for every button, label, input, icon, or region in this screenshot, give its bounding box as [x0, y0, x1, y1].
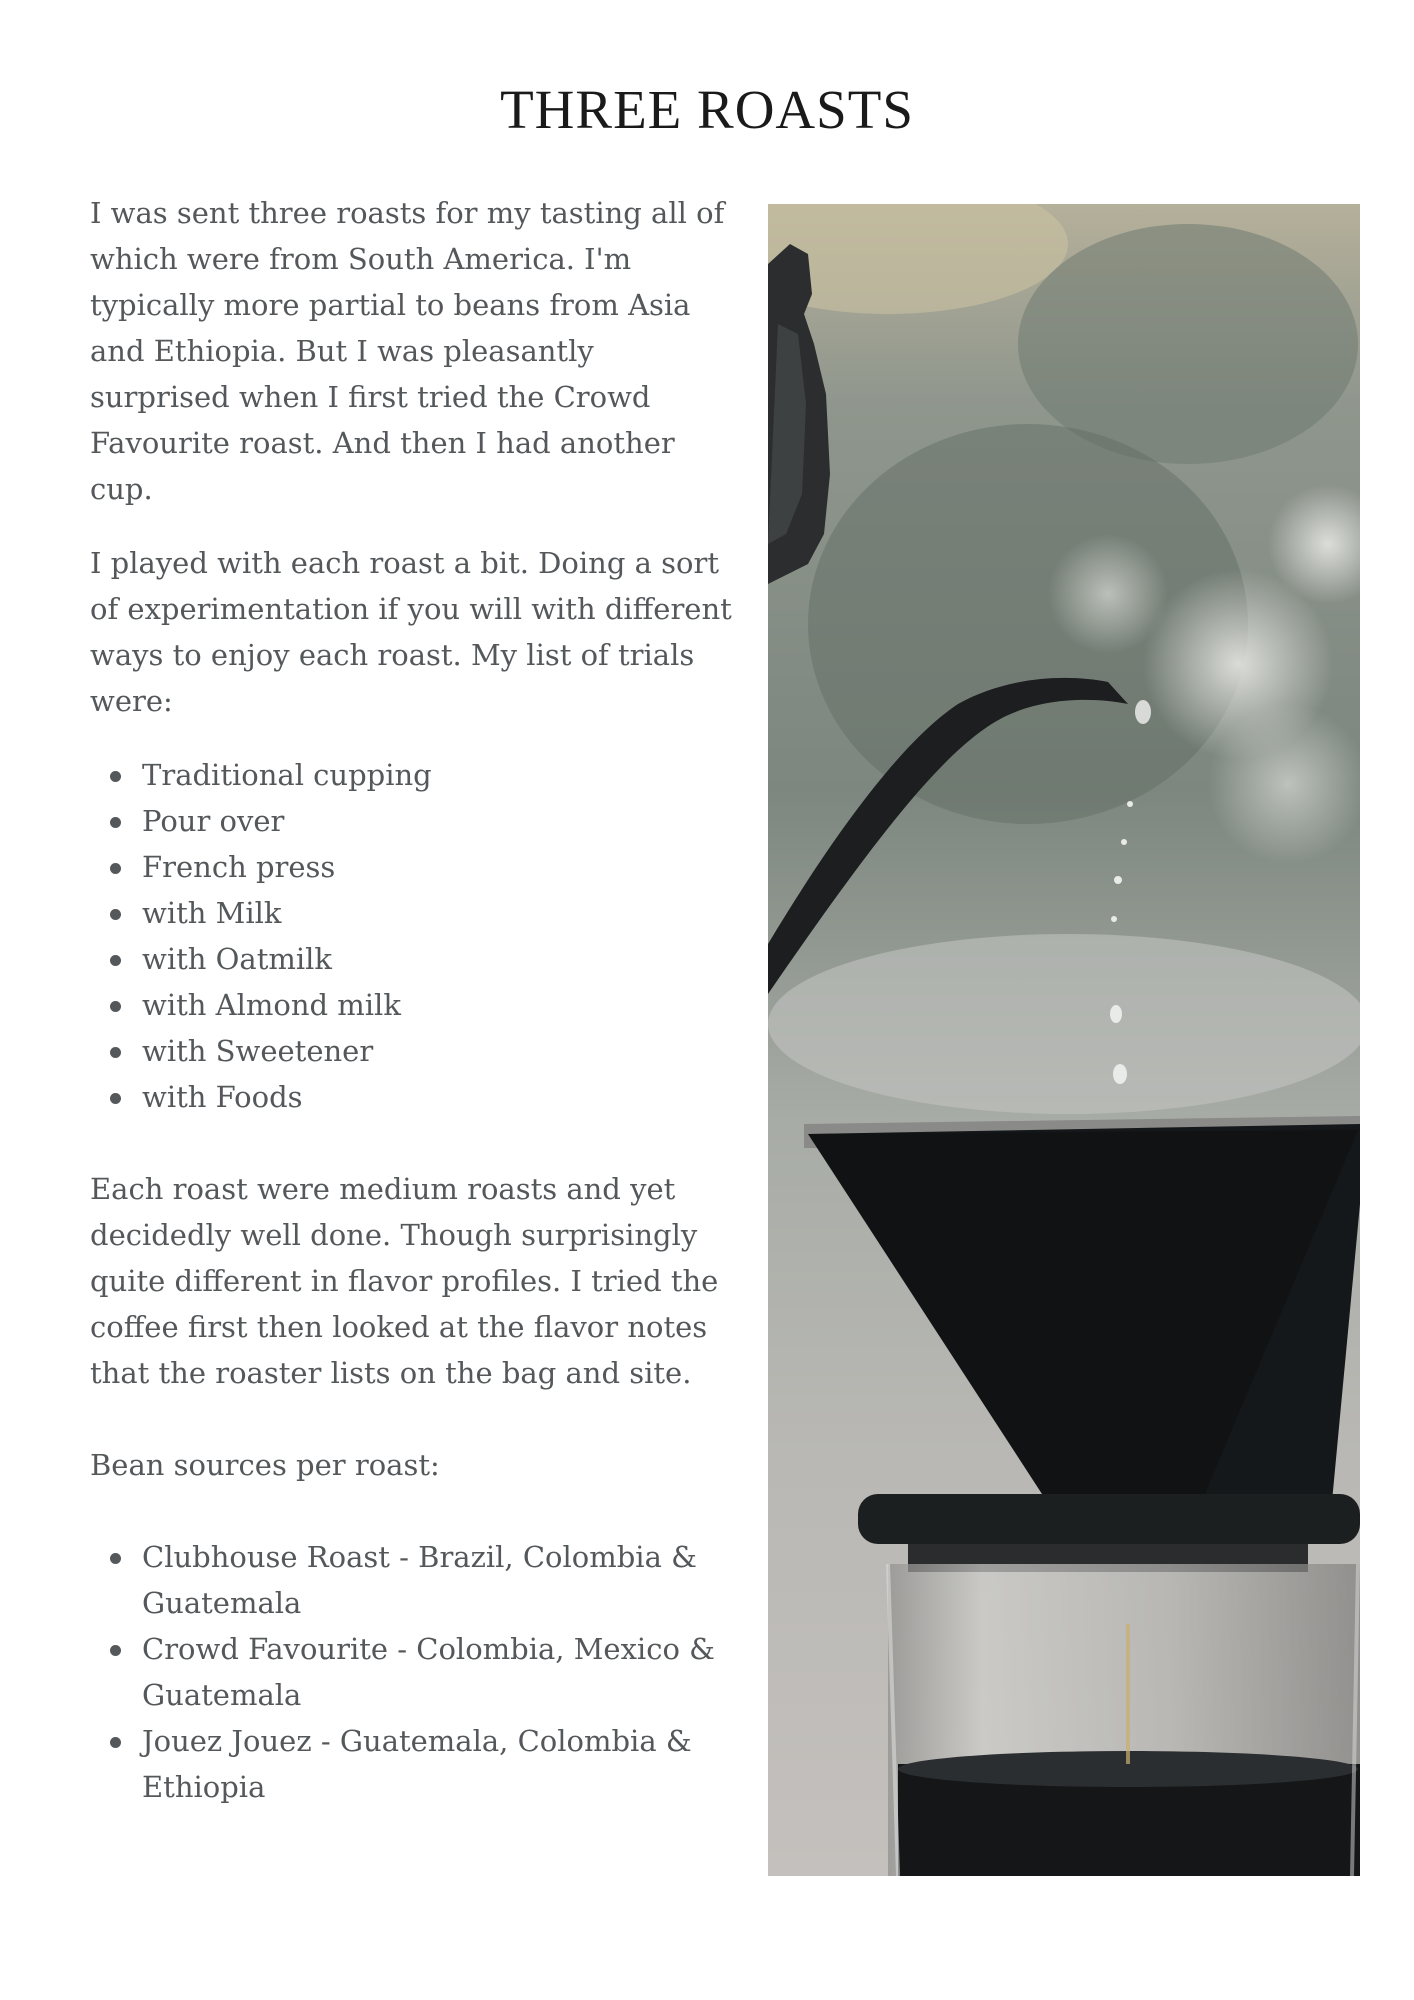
list-item: Jouez Jouez - Guatemala, Colombia & Ethiopia [142, 1718, 740, 1810]
page-title: THREE ROASTS [500, 79, 914, 140]
list-item: with Foods [142, 1074, 740, 1120]
list-item: with Milk [142, 890, 740, 936]
list-item: Traditional cupping [142, 752, 740, 798]
article-body [90, 190, 740, 1810]
trials-list [90, 752, 740, 1120]
list-item: Clubhouse Roast - Brazil, Colombia & Guatemala [142, 1534, 740, 1626]
pour-over-coffee-photo [768, 204, 1360, 1876]
experiment-paragraph: I played with each roast a bit. Doing a sort of experimentation if you will with different ways to enjoy each roast. My list of trials were: [90, 546, 732, 718]
list-item: with Almond milk [142, 982, 740, 1028]
intro-paragraph: I was sent three roasts for my tasting all of which were from South America. I'm typically more partial to beans from Asia and Ethiopia. But I was pleasantly surprised when I first tried the Crowd Favourite roast. And then I had another cup. [90, 196, 725, 506]
list-item: with Oatmilk [142, 936, 740, 982]
medium-roast-paragraph: Each roast were medium roasts and yet decidedly well done. Though surprisingly quite different in flavor profiles. I tried the coffee first then looked at the flavor notes that the roaster lists on the bag and site. [90, 1172, 719, 1390]
sources-intro: Bean sources per roast: [90, 1448, 440, 1482]
list-item: Crowd Favourite - Colombia, Mexico & Guatemala [142, 1626, 740, 1718]
glass-server [888, 1564, 1360, 1876]
list-item: with Sweetener [142, 1028, 740, 1074]
list-item: Pour over [142, 798, 740, 844]
list-item: French press [142, 844, 740, 890]
sources-list [90, 1534, 740, 1810]
